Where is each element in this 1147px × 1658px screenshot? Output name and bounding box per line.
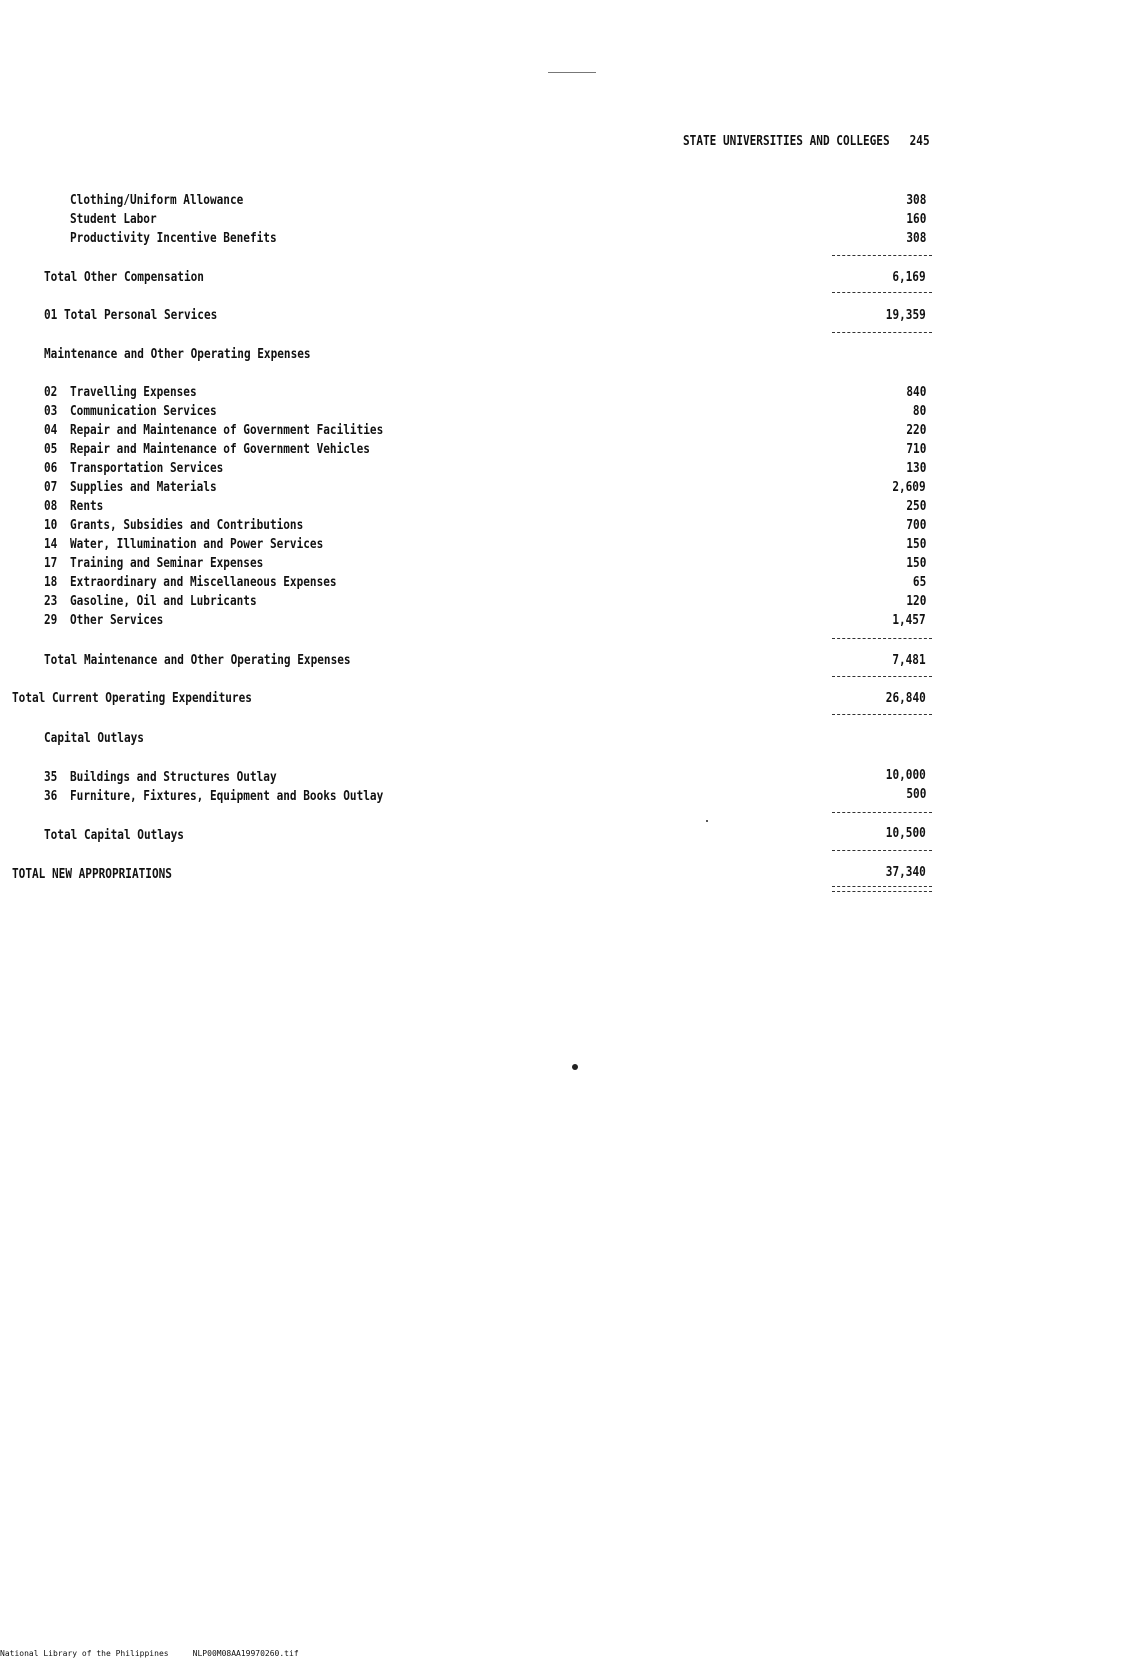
total-personal-services-amount: 19,359	[885, 307, 926, 323]
item-code: 14	[44, 536, 58, 552]
item-label: Communication Services	[70, 403, 217, 419]
total-capital-amount: 10,500	[885, 825, 926, 841]
item-amount: 130	[905, 460, 926, 476]
subtotal-rule	[832, 676, 932, 677]
subtotal-rule	[832, 714, 932, 715]
item-amount: 160	[905, 211, 926, 227]
item-label: Transportation Services	[70, 460, 224, 476]
item-code: 04	[44, 422, 58, 438]
item-code: 35	[44, 769, 58, 785]
item-label: Training and Seminar Expenses	[70, 555, 264, 571]
item-amount: 250	[905, 498, 926, 514]
page-number: 245	[909, 133, 930, 149]
item-amount: 220	[905, 422, 926, 438]
item-amount: 500	[905, 786, 926, 802]
item-label: Productivity Incentive Benefits	[70, 230, 277, 246]
capital-heading: Capital Outlays	[44, 730, 144, 746]
item-label: Clothing/Uniform Allowance	[70, 192, 244, 208]
item-amount: 10,000	[885, 767, 926, 783]
item-code: 03	[44, 403, 58, 419]
item-code: 05	[44, 441, 58, 457]
item-code: 36	[44, 788, 58, 804]
subtotal-rule	[832, 812, 932, 813]
item-label: Rents	[70, 498, 104, 514]
item-amount: 80	[912, 403, 926, 419]
item-amount: 120	[905, 593, 926, 609]
total-other-compensation-label: Total Other Compensation	[44, 269, 204, 285]
item-amount: 308	[905, 230, 926, 246]
total-capital-label: Total Capital Outlays	[44, 827, 184, 843]
item-label: Furniture, Fixtures, Equipment and Books Outlay	[70, 788, 384, 804]
item-amount: 150	[905, 555, 926, 571]
item-label: Student Labor	[70, 211, 157, 227]
item-code: 23	[44, 593, 58, 609]
item-amount: 700	[905, 517, 926, 533]
scan-speck	[706, 820, 708, 822]
item-label: Extraordinary and Miscellaneous Expenses	[70, 574, 337, 590]
footer-library: National Library of the Philippines	[0, 1649, 169, 1658]
item-code: 29	[44, 612, 58, 628]
total-current-operating-amount: 26,840	[885, 690, 926, 706]
item-code: 08	[44, 498, 58, 514]
total-new-appropriations-label: TOTAL NEW APPROPRIATIONS	[12, 866, 172, 882]
page-header	[683, 133, 930, 149]
total-current-operating-label: Total Current Operating Expenditures	[12, 690, 252, 706]
item-amount: 840	[905, 384, 926, 400]
item-label: Supplies and Materials	[70, 479, 217, 495]
mooe-heading: Maintenance and Other Operating Expenses	[44, 346, 311, 362]
item-label: Repair and Maintenance of Government Facilities	[70, 422, 384, 438]
footer-file: NLP00M08AA19970260.tif	[192, 1649, 299, 1658]
grand-total-double-rule	[832, 886, 932, 892]
total-new-appropriations-amount: 37,340	[885, 864, 926, 880]
item-amount: 308	[905, 192, 926, 208]
item-amount: 2,609	[892, 479, 926, 495]
item-code: 07	[44, 479, 58, 495]
item-amount: 150	[905, 536, 926, 552]
item-label: Grants, Subsidies and Contributions	[70, 517, 304, 533]
item-amount: 710	[905, 441, 926, 457]
subtotal-rule	[832, 292, 932, 293]
total-personal-services-label: 01 Total Personal Services	[44, 307, 218, 323]
total-mooe-amount: 7,481	[892, 652, 926, 668]
page-footer	[0, 1649, 299, 1658]
subtotal-rule	[832, 255, 932, 256]
item-label: Buildings and Structures Outlay	[70, 769, 277, 785]
item-code: 17	[44, 555, 58, 571]
scan-mark	[548, 72, 596, 73]
item-code: 18	[44, 574, 58, 590]
item-code: 02	[44, 384, 58, 400]
item-amount: 1,457	[892, 612, 926, 628]
item-amount: 65	[912, 574, 926, 590]
total-mooe-label: Total Maintenance and Other Operating Expenses	[44, 652, 351, 668]
section-title: STATE UNIVERSITIES AND COLLEGES	[683, 133, 890, 149]
subtotal-rule	[832, 638, 932, 639]
item-label: Repair and Maintenance of Government Vehicles	[70, 441, 370, 457]
subtotal-rule	[832, 332, 932, 333]
item-label: Travelling Expenses	[70, 384, 197, 400]
item-label: Gasoline, Oil and Lubricants	[70, 593, 257, 609]
item-code: 06	[44, 460, 58, 476]
subtotal-rule	[832, 850, 932, 851]
total-other-compensation-amount: 6,169	[892, 269, 926, 285]
item-label: Water, Illumination and Power Services	[70, 536, 324, 552]
item-code: 10	[44, 517, 58, 533]
scan-speck	[572, 1064, 578, 1070]
item-label: Other Services	[70, 612, 164, 628]
